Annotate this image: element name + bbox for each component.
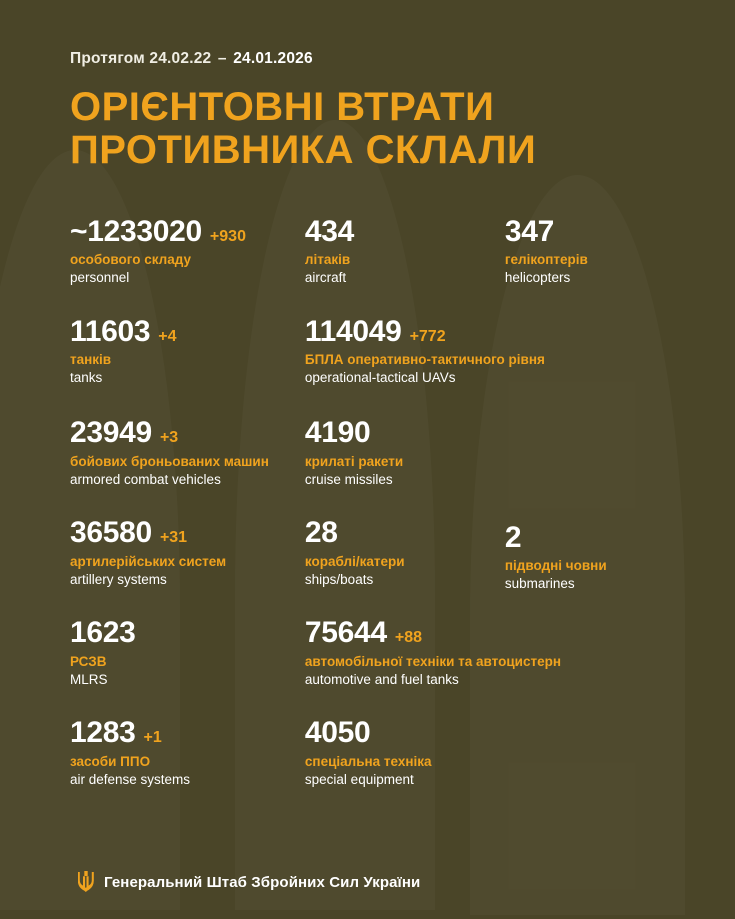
stat-item bbox=[70, 417, 305, 488]
stat-label-en: operational-tactical UAVs bbox=[304, 369, 456, 385]
stat-label-ua: кораблі/катери bbox=[304, 553, 405, 569]
stat-value: 23949 bbox=[70, 416, 152, 450]
stat-item bbox=[70, 717, 305, 788]
stat-value: 11603 bbox=[70, 314, 151, 348]
stat-label-en: aircraft bbox=[304, 269, 347, 285]
stat-value: 2 bbox=[504, 520, 522, 554]
stat-label-ua: засоби ППО bbox=[70, 753, 151, 769]
stat-label-en: automotive and fuel tanks bbox=[304, 671, 459, 687]
stat-delta: +31 bbox=[159, 529, 188, 547]
stat-label-ua: автомобільної техніки та автоцистерн bbox=[304, 653, 561, 669]
stat-label-en: special equipment bbox=[304, 771, 414, 787]
trident-icon bbox=[78, 871, 94, 893]
stat-value: 4190 bbox=[304, 416, 371, 450]
stat-label-en: submarines bbox=[504, 575, 575, 591]
stat-label-ua: гелікоптерів bbox=[504, 252, 588, 268]
stat-label-en: artillery systems bbox=[70, 571, 167, 587]
stat-value: 114049 bbox=[304, 314, 402, 348]
stat-label-ua: літаків bbox=[304, 252, 351, 268]
stat-item bbox=[70, 316, 305, 387]
stat-value: 434 bbox=[304, 214, 355, 248]
stat-value: ~1233020 bbox=[70, 214, 202, 248]
stat-label-ua: бойових броньованих машин bbox=[70, 453, 269, 469]
stat-item bbox=[305, 417, 505, 488]
stat-item bbox=[70, 517, 305, 588]
stat-value: 75644 bbox=[304, 616, 387, 650]
stat-label-en: helicopters bbox=[504, 269, 571, 285]
stat-label-ua: артилерійських систем bbox=[70, 553, 227, 569]
stats-column-left bbox=[36, 216, 305, 867]
stat-value: 28 bbox=[304, 516, 338, 550]
stat-label-ua: спеціальна техніка bbox=[304, 753, 432, 769]
stats-column-right bbox=[505, 216, 699, 867]
footer-text: Генеральний Штаб Збройних Сил України bbox=[104, 873, 421, 891]
stat-item bbox=[305, 517, 505, 588]
stat-delta: +3 bbox=[159, 429, 179, 447]
stat-label-ua: особового складу bbox=[70, 252, 191, 268]
stat-label-en: personnel bbox=[70, 269, 130, 285]
stat-item bbox=[70, 617, 305, 688]
stat-label-en: ships/boats bbox=[304, 571, 374, 587]
stat-item bbox=[305, 216, 505, 287]
stat-value: 36580 bbox=[70, 516, 152, 550]
stat-label-ua: РСЗВ bbox=[70, 653, 107, 669]
stat-delta: +930 bbox=[209, 227, 246, 245]
period-end: 24.01.2026 bbox=[233, 50, 313, 67]
stat-label-en: tanks bbox=[70, 369, 103, 385]
stat-label-ua: крилаті ракети bbox=[304, 453, 404, 469]
stat-label-ua: танків bbox=[70, 352, 112, 368]
stat-label-en: cruise missiles bbox=[304, 471, 393, 487]
footer bbox=[36, 871, 699, 919]
stat-label-en: air defense systems bbox=[70, 771, 191, 787]
period-dash: – bbox=[217, 50, 227, 67]
spacer bbox=[505, 316, 699, 522]
stat-value: 1283 bbox=[70, 716, 136, 750]
page-title bbox=[70, 86, 699, 172]
stat-delta: +772 bbox=[409, 327, 446, 345]
period-start: Протягом 24.02.22 bbox=[70, 50, 212, 67]
stat-item bbox=[505, 216, 699, 287]
stat-label-en: armored combat vehicles bbox=[70, 471, 221, 487]
stat-value: 347 bbox=[504, 214, 555, 248]
stat-delta: +1 bbox=[143, 729, 162, 747]
page-title-line-1: ОРІЄНТОВНІ ВТРАТИ bbox=[70, 85, 495, 129]
stat-delta: +4 bbox=[158, 327, 177, 345]
stats-grid bbox=[36, 216, 699, 867]
stat-value: 4050 bbox=[304, 716, 371, 750]
stat-label-ua: БПЛА оперативно-тактичного рівня bbox=[304, 352, 545, 368]
stat-label-en: MLRS bbox=[70, 671, 108, 687]
stat-label-ua: підводні човни bbox=[504, 558, 607, 574]
stat-item bbox=[505, 522, 699, 593]
stat-delta: +88 bbox=[394, 629, 422, 647]
page-title-line-2: ПРОТИВНИКА СКЛАЛИ bbox=[70, 127, 537, 172]
period-line bbox=[70, 50, 699, 68]
stat-item bbox=[70, 216, 305, 287]
stat-value: 1623 bbox=[70, 616, 136, 650]
